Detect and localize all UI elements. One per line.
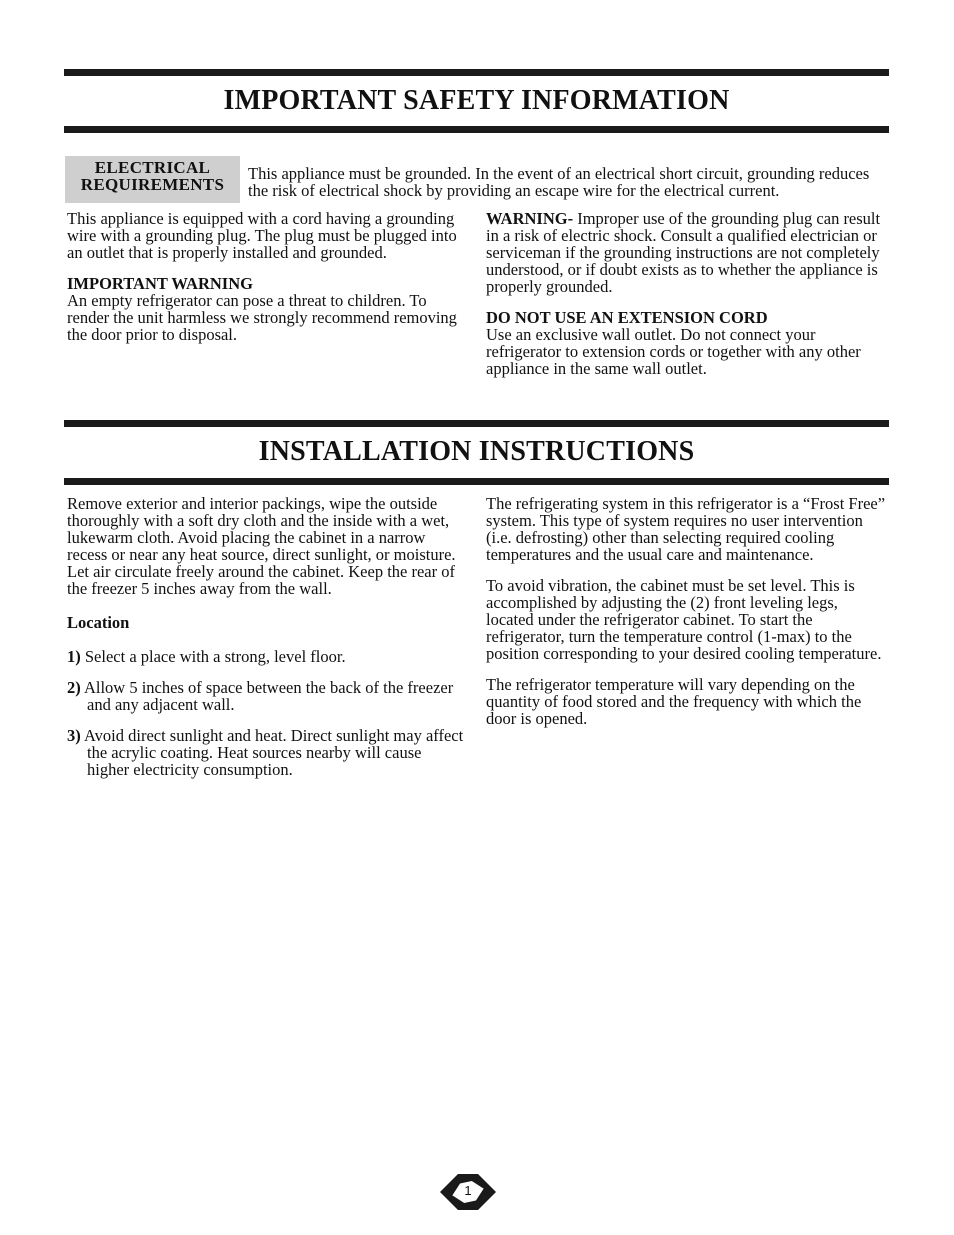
extension-cord-text: Use an exclusive wall outlet. Do not connect your refrigerator to extension cords or together with any other appliance in the same wall outlet.	[486, 325, 861, 378]
top-rule	[64, 69, 889, 76]
location-item-1	[67, 648, 465, 665]
warning-label: WARNING-	[486, 209, 574, 228]
important-warning-heading: IMPORTANT WARNING	[67, 274, 253, 293]
safety-title-underline	[64, 126, 889, 133]
installation-top-rule	[64, 420, 889, 427]
warning-paragraph	[486, 210, 888, 295]
location-item-1-text: Select a place with a strong, level floor.	[80, 647, 346, 666]
grounding-plug-paragraph: This appliance is equipped with a cord having a grounding wire with a grounding plug. The plug must be plugged into an outlet that is properly installed and grounded.	[67, 209, 457, 262]
location-item-3-text: Avoid direct sunlight and heat. Direct sunlight may affect the acrylic coating. Heat sources nearby will cause higher electricity consumption.	[80, 726, 464, 779]
location-heading: Location	[67, 613, 130, 632]
electrical-label-line1: ELECTRICAL	[94, 158, 211, 177]
location-item-1-number: 1)	[67, 647, 81, 666]
location-item-2	[67, 679, 465, 713]
installation-left-column	[67, 495, 465, 778]
safety-left-column	[67, 210, 462, 343]
location-item-3-number: 3)	[67, 726, 81, 745]
page-number: 1	[464, 1183, 472, 1198]
electrical-requirements-label	[65, 156, 240, 203]
location-item-2-number: 2)	[67, 678, 81, 697]
leveling-paragraph: To avoid vibration, the cabinet must be set level. This is accomplished by adjusting the (2) front leveling legs, located under the refrigerator cabinet. To start the refrigerator, turn the temperature control (1-max) to the position corresponding to your desired cooling temperature.	[486, 576, 882, 663]
installation-title-underline	[64, 478, 889, 485]
safety-title: IMPORTANT SAFETY INFORMATION	[223, 85, 730, 116]
warning-text: Improper use of the grounding plug can result in a risk of electric shock. Consult a qualified electrician or serviceman if the grounding instructions are not completely understood, or if doubt exists as to whether the appliance is properly grounded.	[486, 209, 881, 296]
location-item-3	[67, 727, 465, 778]
installation-right-column	[486, 495, 888, 727]
location-item-2-text: Allow 5 inches of space between the back of the freezer and any adjacent wall.	[80, 678, 454, 714]
frost-free-paragraph: The refrigerating system in this refrigerator is a “Frost Free” system. This type of system requires no user intervention (i.e. defrosting) other than selecting required cooling temperatures and the usual care and maintenance.	[486, 494, 886, 564]
packing-paragraph: Remove exterior and interior packings, wipe the outside thoroughly with a soft dry cloth and the inside with a wet, lukewarm cloth. Avoid placing the cabinet in a narrow recess or near any heat source, direct sunlight, or moisture. Let air circulate freely around the cabinet. Keep the rear of the freezer 5 inches away from the wall.	[67, 494, 456, 598]
safety-right-column	[486, 210, 888, 377]
extension-cord-heading: DO NOT USE AN EXTENSION CORD	[486, 308, 768, 327]
page-number-badge	[438, 1173, 498, 1211]
temperature-paragraph: The refrigerator temperature will vary depending on the quantity of food stored and the frequency with which the door is opened.	[486, 675, 862, 728]
important-warning-text: An empty refrigerator can pose a threat to children. To render the unit harmless we strongly recommend removing the door prior to disposal.	[67, 291, 457, 344]
installation-title: INSTALLATION INSTRUCTIONS	[258, 436, 695, 467]
electrical-requirements-text: This appliance must be grounded. In the event of an electrical short circuit, grounding reduces the risk of electrical shock by providing an escape wire for the electrical current.	[248, 164, 870, 200]
electrical-label-line2: REQUIREMENTS	[80, 175, 225, 194]
